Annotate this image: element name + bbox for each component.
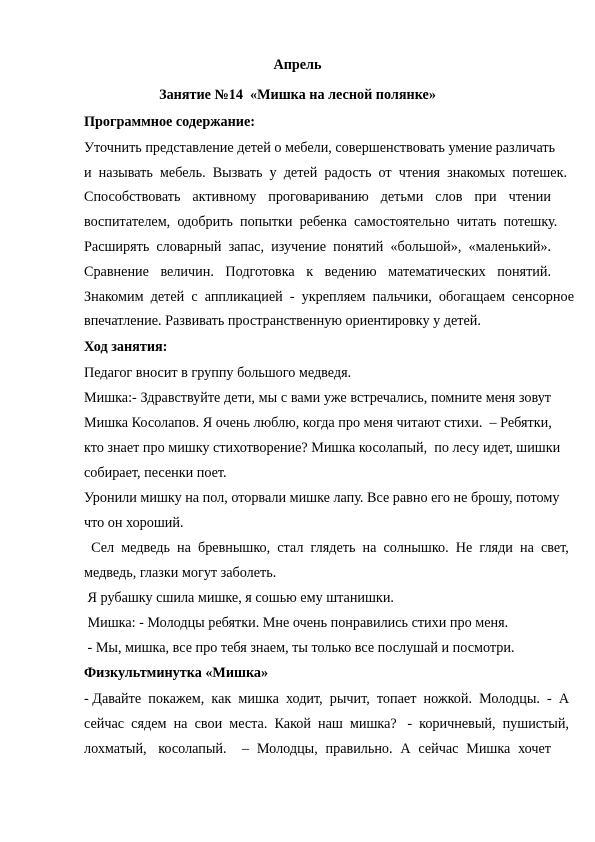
fizkult-heading: Физкультминутка «Мишка» (84, 665, 269, 681)
course-line: Мишка: - Молодцы ребятки. Мне очень понравились стихи про меня. (84, 615, 509, 631)
course-line: собирает, песенки поет. (84, 465, 227, 481)
program-line: Сравнение величин. Подготовка к ведению математических понятий. (84, 264, 551, 280)
course-line: Я рубашку сшила мишке, я сошью ему штанишки. (84, 590, 394, 606)
program-line: и называть мебель. Вызвать у детей радость от чтения знакомых потешек. (84, 165, 568, 181)
course-line: Мишка:- Здравствуйте дети, мы с вами уже встречались, помните меня зовут (84, 390, 551, 406)
lesson-title: Занятие №14 «Мишка на лесной полянке» (159, 87, 436, 103)
program-line: впечатление. Развивать пространственную ориентировку у детей. (84, 313, 481, 329)
program-line: Знакомим детей с аппликацией - укрепляем пальчики, обогащаем сенсорное (84, 289, 575, 305)
course-line: Педагог вносит в группу большого медведя. (84, 365, 352, 381)
course-line: что он хороший. (84, 515, 184, 531)
program-line: воспитателем, одобрить попытки ребенка самостоятельно читать потешку. (84, 214, 558, 230)
program-line: Расширять словарный запас, изучение понятий «большой», «маленький». (84, 239, 552, 255)
program-heading: Программное содержание: (84, 114, 255, 130)
program-line: Способствовать активному проговариванию детьми слов при чтении (84, 189, 551, 205)
course-line: Уронили мишку на пол, оторвали мишке лапу. Все равно его не брошу, потому (84, 490, 560, 506)
fizkult-line: сейчас сядем на свои места. Какой наш мишка? - коричневый, пушистый, (84, 716, 569, 732)
course-line: кто знает про мишку стихотворение? Мишка косолапый, по лесу идет, шишки (84, 440, 561, 456)
program-line: Уточнить представление детей о мебели, совершенствовать умение различать (84, 140, 556, 156)
fizkult-line: лохматый, косолапый. – Молодцы, правильно. А сейчас Мишка хочет (84, 741, 551, 757)
course-line: Мишка Косолапов. Я очень люблю, когда про меня читают стихи. – Ребятки, (84, 415, 552, 431)
course-heading: Ход занятия: (84, 339, 168, 355)
fizkult-line: - Давайте покажем, как мишка ходит, рычит, топает ножкой. Молодцы. - А (84, 691, 570, 707)
course-line: Сел медведь на бревнышко, стал глядеть на солнышко. Не гляди на свет, (84, 540, 569, 556)
month-heading: Апрель (273, 57, 322, 73)
course-line: - Мы, мишка, все про тебя знаем, ты только все послушай и посмотри. (84, 640, 515, 656)
course-line: медведь, глазки могут заболеть. (84, 565, 277, 581)
